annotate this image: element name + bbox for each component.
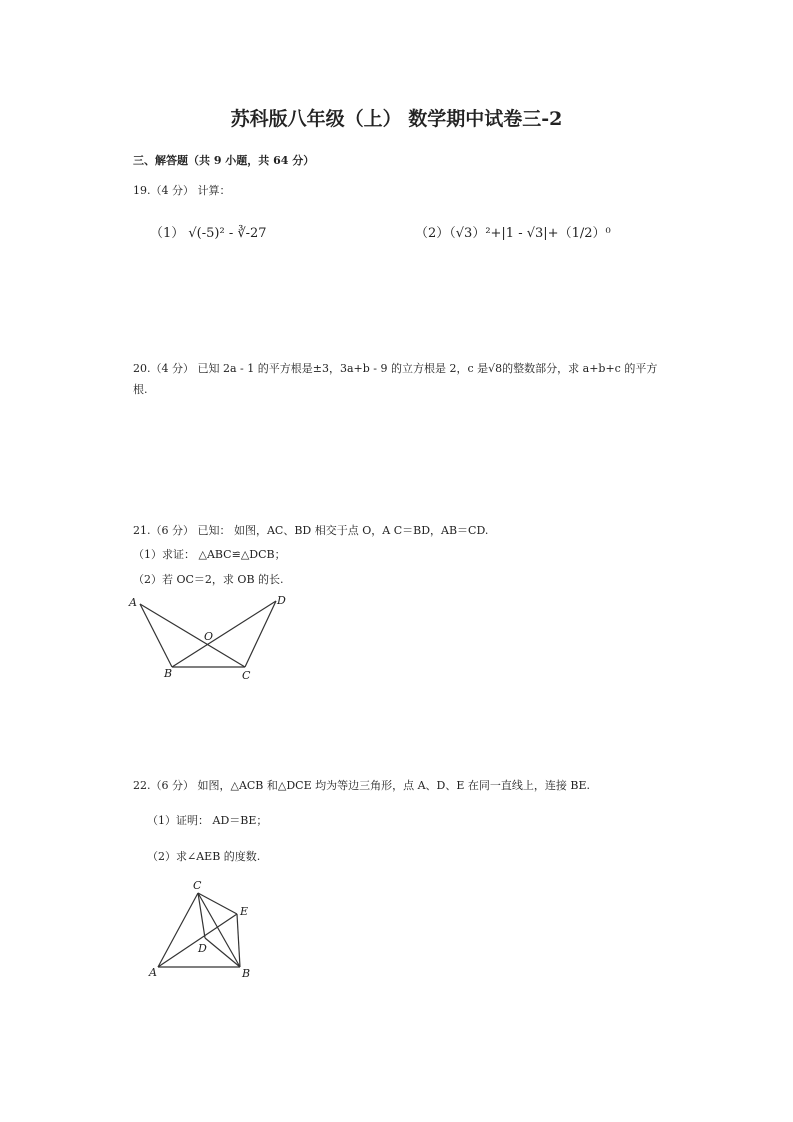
- label-O: O: [204, 630, 214, 643]
- q22-heading: 22.（6 分） 如图，△ACB 和△DCE 均为等边三角形，点 A、D、E 在同一直线上，连接 BE.: [133, 779, 590, 792]
- q21-part2: （2）若 OC＝2，求 OB 的长.: [133, 573, 284, 586]
- label-A2: A: [149, 966, 157, 979]
- label-C: C: [242, 669, 251, 682]
- label-E: E: [240, 905, 249, 918]
- q19-heading: 19.（4 分） 计算：: [133, 184, 231, 197]
- section-heading: 三、解答题（共 9 小题，共 64 分）: [133, 154, 315, 167]
- q22-part1: （1）证明： AD＝BE；: [147, 814, 268, 827]
- q20-line2: 根.: [133, 383, 148, 396]
- label-C2: C: [193, 879, 202, 892]
- figure-q22: [158, 893, 240, 967]
- label-B: B: [164, 667, 173, 680]
- label-A: A: [129, 596, 137, 609]
- label-B2: B: [242, 967, 251, 980]
- label-D: D: [277, 594, 286, 607]
- page-title: 苏科版八年级（上） 数学期中试卷三-2: [230, 108, 563, 130]
- q21-part1: （1）求证： △ABC≌△DCB；: [133, 548, 286, 561]
- label-D2: D: [198, 942, 207, 955]
- q22-part2: （2）求∠AEB 的度数.: [147, 850, 261, 863]
- q21-heading: 21.（6 分） 已知： 如图，AC、BD 相交于点 O，A C＝BD，AB＝CD.: [133, 524, 489, 537]
- q19-part2: （2）（√3）²+|1 - √3|+（1/2）⁰: [415, 226, 611, 241]
- q19-part1: （1） √(-5)² - ∛-27: [150, 226, 267, 241]
- q20-line1: 20.（4 分） 已知 2a - 1 的平方根是±3，3a+b - 9 的立方根是 2，c 是√8的整数部分，求 a+b+c 的平方: [133, 362, 658, 375]
